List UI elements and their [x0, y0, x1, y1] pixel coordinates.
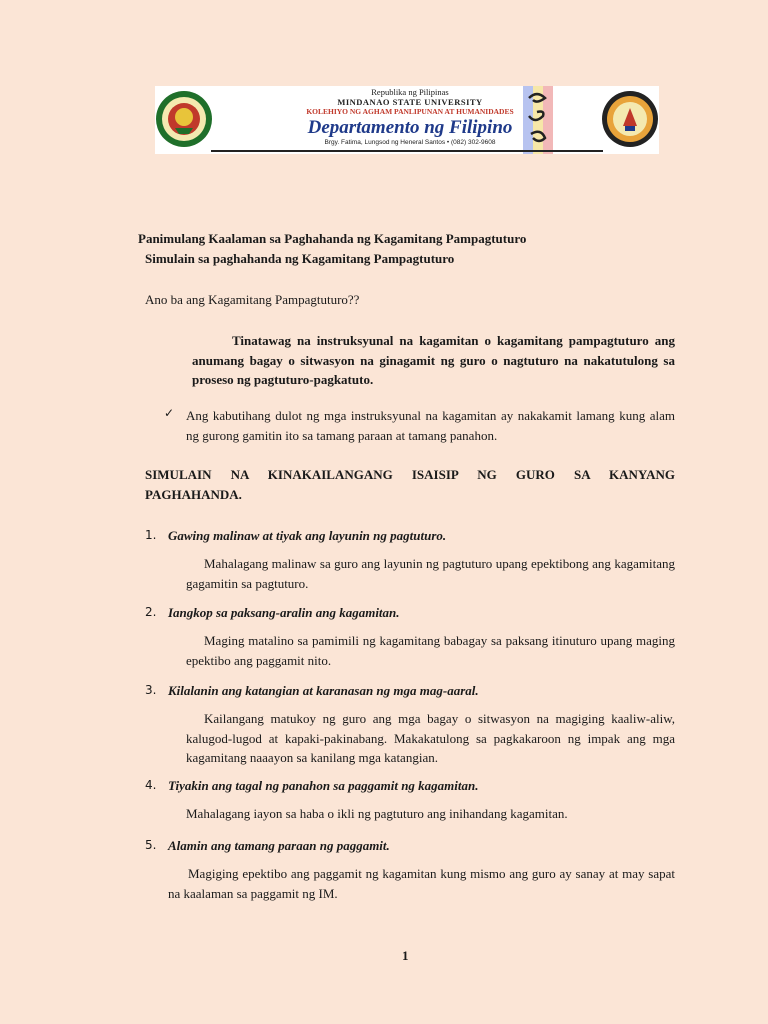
document-subtitle: Simulain sa paghahanda ng Kagamitang Pampagtuturo [145, 251, 455, 266]
baybayin-script-icon [523, 86, 553, 154]
section-heading: SIMULAIN NA KINAKAILANGANG ISAISIP NG GURO SA KANYANG PAGHAHANDA. [145, 467, 675, 502]
item-body: Magiging epektibo ang paggamit ng kagamitan kung mismo ang guro ay sanay at may sapat na kaalaman sa paggamit ng IM. [168, 866, 675, 901]
college-name: KOLEHIYO NG AGHAM PANLIPUNAN AT HUMANIDADES [306, 107, 514, 116]
letterhead-rule [211, 150, 603, 152]
item-body: Mahalagang iayon sa haba o ikli ng pagtuturo ang inihandang kagamitan. [186, 806, 568, 821]
university-name: MINDANAO STATE UNIVERSITY [337, 97, 483, 107]
department-name: Departamento ng Filipino [307, 117, 513, 138]
item-number: 3. [145, 683, 157, 697]
department-seal-icon [601, 88, 659, 150]
checkmark-icon: ✓ [164, 406, 175, 420]
item-title: Gawing malinaw at tiyak ang layunin ng pagtuturo. [168, 528, 447, 543]
republika-label: Republika ng Pilipinas [371, 87, 449, 97]
letterhead [155, 86, 659, 154]
item-title: Kilalanin ang katangian at karanasan ng mga mag-aaral. [168, 683, 479, 698]
definition-paragraph: Tinatawag na instruksyunal na kagamitan o kagamitang pampagtuturo ang anumang bagay o sitwasyon na ginagamit ng guro o nagtuturo na nakatutulong sa proseso ng pagtuturo-pagkatuto. [192, 333, 675, 387]
page-number: 1 [402, 948, 409, 963]
document-title: Panimulang Kaalaman sa Paghahanda ng Kagamitang Pampagtuturo [138, 231, 527, 246]
item-body: Kailangang matukoy ng guro ang mga bagay o sitwasyon na magiging kaaliw-aliw, kalugod-lugod at kapaki-pakinabang. Makakatulong sa pagkakaroon ng impak ang mga kagamitang naaayon sa kanilang mga katangian. [186, 711, 675, 765]
letterhead-text [295, 86, 525, 146]
item-number: 5. [145, 838, 157, 852]
item-body: Maging matalino sa pamimili ng kagamitang babagay sa paksang itinuturo upang maging epektibo ang paggamit nito. [186, 633, 675, 668]
msu-seal-icon [155, 88, 213, 150]
item-title: Alamin ang tamang paraan ng paggamit. [168, 838, 390, 853]
item-number: 2. [145, 605, 157, 619]
item-title: Iangkop sa paksang-aralin ang kagamitan. [168, 605, 400, 620]
check-item-text: Ang kabutihang dulot ng mga instruksyunal na kagamitan ay nakakamit lamang kung alam ng gurong gamitin ito sa tamang paraan at tamang panahon. [186, 408, 675, 443]
item-number: 1. [145, 528, 157, 542]
question-line: Ano ba ang Kagamitang Pampagtuturo?? [145, 292, 360, 307]
item-number: 4. [145, 778, 157, 792]
item-title: Tiyakin ang tagal ng panahon sa paggamit ng kagamitan. [168, 778, 479, 793]
item-body: Mahalagang malinaw sa guro ang layunin ng pagtuturo upang epektibong ang kagamitang gagamitin sa pagtuturo. [186, 556, 675, 591]
address-line: Brgy. Fatima, Lungsod ng Heneral Santos • (082) 302-9608 [324, 139, 496, 146]
